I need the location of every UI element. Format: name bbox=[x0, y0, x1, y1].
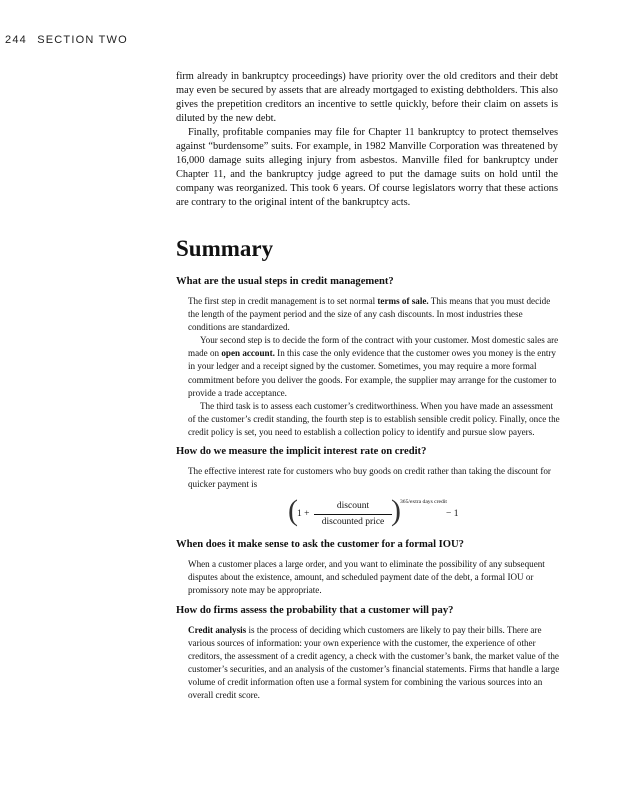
formula-numerator: discount bbox=[314, 500, 392, 515]
summary-question: What are the usual steps in credit management? bbox=[176, 276, 394, 287]
summary-section bbox=[176, 276, 560, 709]
left-paren: ( bbox=[288, 494, 298, 528]
formula-fraction bbox=[314, 500, 392, 529]
body-text bbox=[176, 70, 558, 210]
formula-denominator: discounted price bbox=[321, 517, 385, 528]
summary-item-formal-iou bbox=[176, 539, 560, 597]
body-paragraph: firm already in bankruptcy proceedings) have priority over the old creditors and their debt may even be secured by assets that are already mortgaged to existing debtholders. This also gives the prepetition creditors an incentive to settle quickly, before their claim on assets is diluted by the new debt. bbox=[176, 71, 558, 124]
answer-paragraph: Your second step is to decide the form of the contract with your customer. Most domestic sales are made on open account. In this case the only evidence that the customer owes you money is the entry in your ledger and a receipt signed by the customer. Sometimes, you may require a more formal commitment before you deliver the goods. For example, the supplier may arrange for the customer to provide a trade acceptance. bbox=[188, 335, 559, 398]
key-term: Credit analysis bbox=[188, 624, 247, 635]
answer-paragraph: Credit analysis is the process of deciding which customers are likely to pay their bills. There are various sources of information: your own experience with the customer, the experience of other creditors, the assessment of a credit agency, a check with the customer’s bank, the market value of the customer’s securities, and an analysis of the customer’s financial statements. Firms that handle a large volume of credit information often use a formal system for combining the various sources into an overall credit score. bbox=[188, 624, 560, 700]
summary-answer bbox=[188, 624, 560, 703]
section-label: SECTION TWO bbox=[37, 34, 128, 46]
formula-minus-one: − 1 bbox=[446, 509, 459, 520]
summary-item-credit-analysis bbox=[176, 605, 560, 703]
formula-exponent: 365/extra days credit bbox=[400, 499, 447, 506]
interest-rate-formula bbox=[288, 494, 560, 532]
summary-answer bbox=[188, 558, 560, 597]
body-paragraph: Finally, profitable companies may file for Chapter 11 bankruptcy to protect themselves against “burdensome” suits. For example, in 1982 Manville Corporation was threatened by 16,000 damage suits alleging injury from asbestos. Manville filed for bankruptcy under Chapter 11, and the bankruptcy judge agreed to put the damage suits on hold until the company was reorganized. This took 6 years. Of course legislators worry that these actions are contrary to the original intent of the bankruptcy acts. bbox=[176, 127, 558, 208]
summary-answer bbox=[188, 465, 560, 532]
answer-paragraph: When a customer places a large order, and you want to eliminate the possibility of any subsequent disputes about the existence, amount, and scheduled payment date of the debt, a formal IOU or promissory note may be appropriate. bbox=[188, 559, 545, 596]
key-term: terms of sale. bbox=[377, 296, 429, 306]
formula-one-plus: 1 + bbox=[297, 509, 310, 520]
summary-question: How do we measure the implicit interest rate on credit? bbox=[176, 446, 427, 458]
summary-item-credit-steps bbox=[176, 276, 560, 439]
page-header bbox=[5, 34, 128, 46]
summary-item-interest-rate bbox=[176, 446, 560, 532]
answer-paragraph: The third task is to assess each customer’s creditworthiness. When you have made an assessment of the customer’s credit standing, the fourth step is to establish sensible credit policy. Finally, once the credit policy is set, you need to establish a collection policy to identify and pursue slow payers. bbox=[188, 400, 560, 437]
answer-paragraph: The first step in credit management is to set normal terms of sale. This means that you must decide the length of the payment period and the size of any cash discounts. In most industries these conditions are standardized. bbox=[188, 296, 551, 333]
summary-question: How do firms assess the probability that a customer will pay? bbox=[176, 604, 454, 616]
summary-title: Summary bbox=[176, 236, 274, 261]
summary-question: When does it make sense to ask the customer for a formal IOU? bbox=[176, 539, 464, 551]
answer-paragraph: The effective interest rate for customers who buy goods on credit rather than taking the discount for quicker payment is bbox=[188, 466, 551, 490]
summary-answer bbox=[188, 295, 560, 439]
key-term: open account. bbox=[221, 348, 275, 359]
page-number: 244 bbox=[5, 34, 27, 46]
right-paren: ) bbox=[391, 494, 401, 528]
